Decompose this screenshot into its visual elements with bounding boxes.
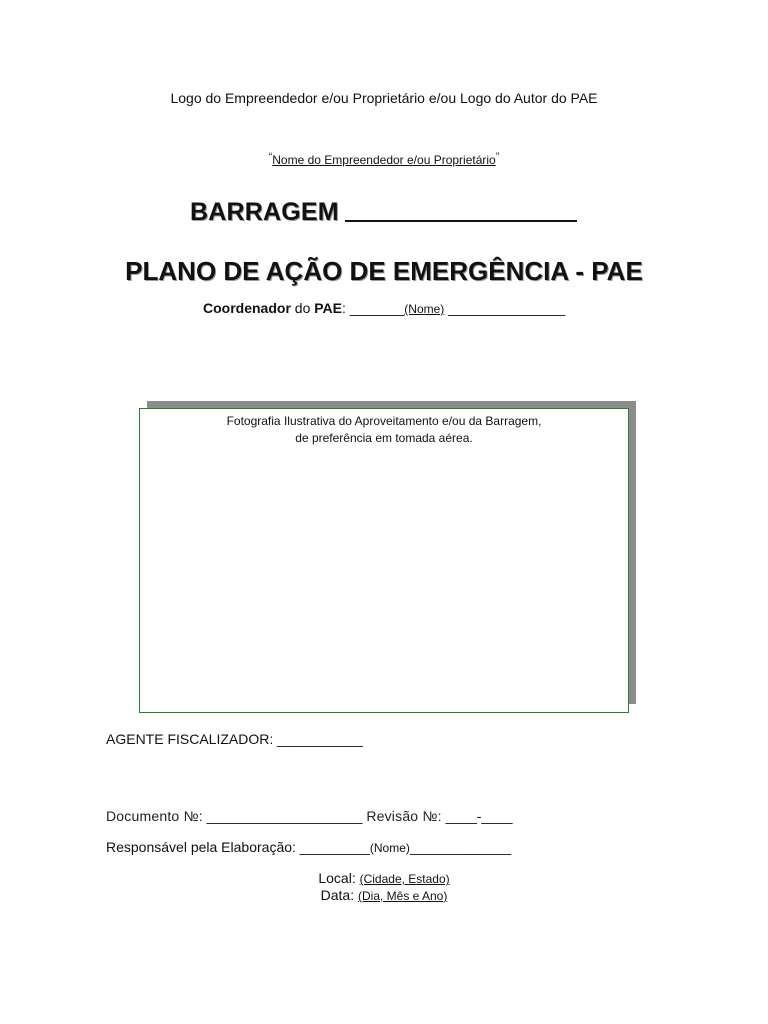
- photo-caption-line-1: Fotografia Ilustrativa do Aproveitamento e/ou da Barragem,: [226, 414, 542, 428]
- owner-name-placeholder: Nome do Empreendedor e/ou Proprietário: [272, 153, 496, 167]
- date-paren: [358, 889, 447, 903]
- close-quote: ”: [495, 151, 500, 163]
- coordinator-colon: :: [342, 300, 350, 316]
- document-number-label: Documento №:: [106, 808, 203, 824]
- coordinator-name-placeholder: (Nome): [404, 302, 445, 316]
- document-number-line: [106, 808, 513, 824]
- dam-name-blank: [345, 200, 577, 222]
- coordinator-pae: PAE: [314, 300, 342, 316]
- responsible-label: Responsável pela Elaboração: _________: [106, 839, 370, 855]
- photo-caption-line-2: de preferência em tomada aérea.: [295, 431, 473, 445]
- date-value: (Dia, Mês e Ano): [357, 889, 448, 903]
- date-line: [0, 887, 768, 904]
- date-label: Data:: [320, 887, 358, 903]
- coordinator-line: [0, 300, 768, 316]
- dam-title: [190, 198, 577, 227]
- photo-placeholder-frame: [139, 408, 629, 713]
- place-label: Local:: [318, 870, 360, 886]
- revision-label: Revisão №:: [366, 808, 442, 824]
- place-value: (Cidade, Estado): [359, 872, 450, 886]
- logo-placeholder-text: Logo do Empreendedor e/ou Proprietário e/ou Logo do Autor do PAE: [170, 90, 598, 106]
- open-quote: “: [268, 151, 273, 163]
- document-number-blank: ____________________: [202, 808, 367, 824]
- agente-fiscalizador-field: AGENTE FISCALIZADOR: ___________: [106, 731, 363, 747]
- coordinator-mid: do: [290, 300, 315, 316]
- photo-caption: [140, 413, 628, 447]
- coordinator-blank-before: _______: [349, 300, 405, 316]
- responsible-name-placeholder: (Nome): [369, 841, 410, 855]
- place-date-block: [0, 870, 768, 904]
- responsible-blank: _____________: [409, 839, 512, 855]
- plan-title: PLANO DE AÇÃO DE EMERGÊNCIA - PAE: [125, 256, 643, 286]
- revision-blank: ____-____: [441, 808, 513, 824]
- place-line: [0, 870, 768, 887]
- dam-title-label: BARRAGEM: [190, 198, 339, 226]
- responsible-line: [106, 839, 511, 855]
- coordinator-label: Coordenador: [203, 300, 291, 316]
- place-paren: [360, 872, 450, 886]
- owner-name-line: [0, 151, 768, 167]
- coordinator-blank-after: _______________: [444, 300, 565, 316]
